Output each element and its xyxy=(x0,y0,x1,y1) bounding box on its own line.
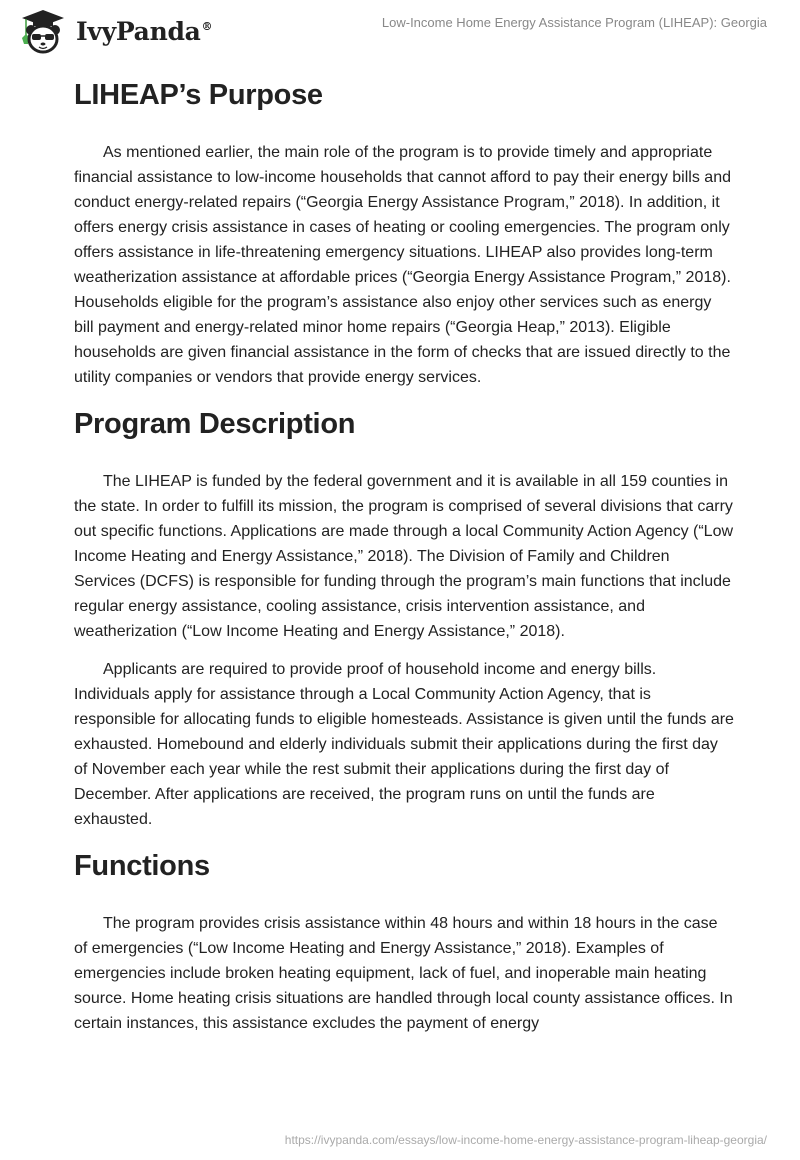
page-header xyxy=(0,0,800,56)
document-title: Low-Income Home Energy Assistance Program (LIHEAP): Georgia xyxy=(381,15,767,30)
section-heading: Functions xyxy=(74,850,210,882)
paragraph: Applicants are required to provide proof of household income and energy bills. Individuals apply for assistance through a Local Community Action Agency, that is responsible for allocating funds to eligible homesteads. Assistance is given until the funds are exhausted. Homebound and elderly individuals submit their applications during the first day of November each year while the rest submit their applications during the first day of December. After applications are received, the program runs on until the funds are exhausted. xyxy=(74,661,734,828)
paragraph: As mentioned earlier, the main role of the program is to provide timely and appropriate financial assistance to low-income households that cannot afford to pay their energy bills and conduct energy-related repairs (“Georgia Energy Assistance Program,” 2018). In addition, it offers energy crisis assistance in cases of heating or cooling emergencies. The program only offers assistance in life-threatening emergency situations. LIHEAP also provides long-term weatherization assistance at affordable prices (“Georgia Energy Assistance Program,” 2018). Households eligible for the program’s assistance also enjoy other services such as energy bill payment and energy-related minor home repairs (“Georgia Heap,” 2013). Eligible households are given financial assistance in the form of checks that are issued directly to the utility companies or vendors that provide energy services. xyxy=(74,144,731,386)
brand-name: IvyPanda® xyxy=(76,16,213,46)
section-heading: Program Description xyxy=(74,408,356,440)
paragraph: The program provides crisis assistance within 48 hours and within 18 hours in the case of emergencies (“Low Income Heating and Energy Assistance,” 2018). Examples of emergencies include broken heating equipment, lack of fuel, and inoperable main heating source. Home heating crisis situations are handled through local county assistance offices. In certain instances, this assistance excludes the payment of energy xyxy=(74,915,733,1032)
paragraph: The LIHEAP is funded by the federal government and it is available in all 159 counties in the state. In order to fulfill its mission, the program is comprised of several divisions that carry out specific functions. Applications are made through a local Community Action Agency (“Low Income Heating and Energy Assistance,” 2018). The Division of Family and Children Services (DCFS) is responsible for funding through the program’s main functions that include regular energy assistance, cooling assistance, crisis intervention assistance, and weatherization (“Low Income Heating and Energy Assistance,” 2018). xyxy=(74,473,734,640)
ivypanda-logo[interactable] xyxy=(18,8,212,54)
section-heading: LIHEAP’s Purpose xyxy=(74,79,323,111)
section-liheap-purpose xyxy=(74,75,734,390)
source-url[interactable]: https://ivypanda.com/essays/low-income-home-energy-assistance-program-liheap-georgia/ xyxy=(284,1133,767,1147)
section-functions xyxy=(74,846,734,1036)
section-program-description xyxy=(74,404,734,832)
panda-graduate-icon xyxy=(18,8,68,54)
essay-body xyxy=(74,70,734,1036)
